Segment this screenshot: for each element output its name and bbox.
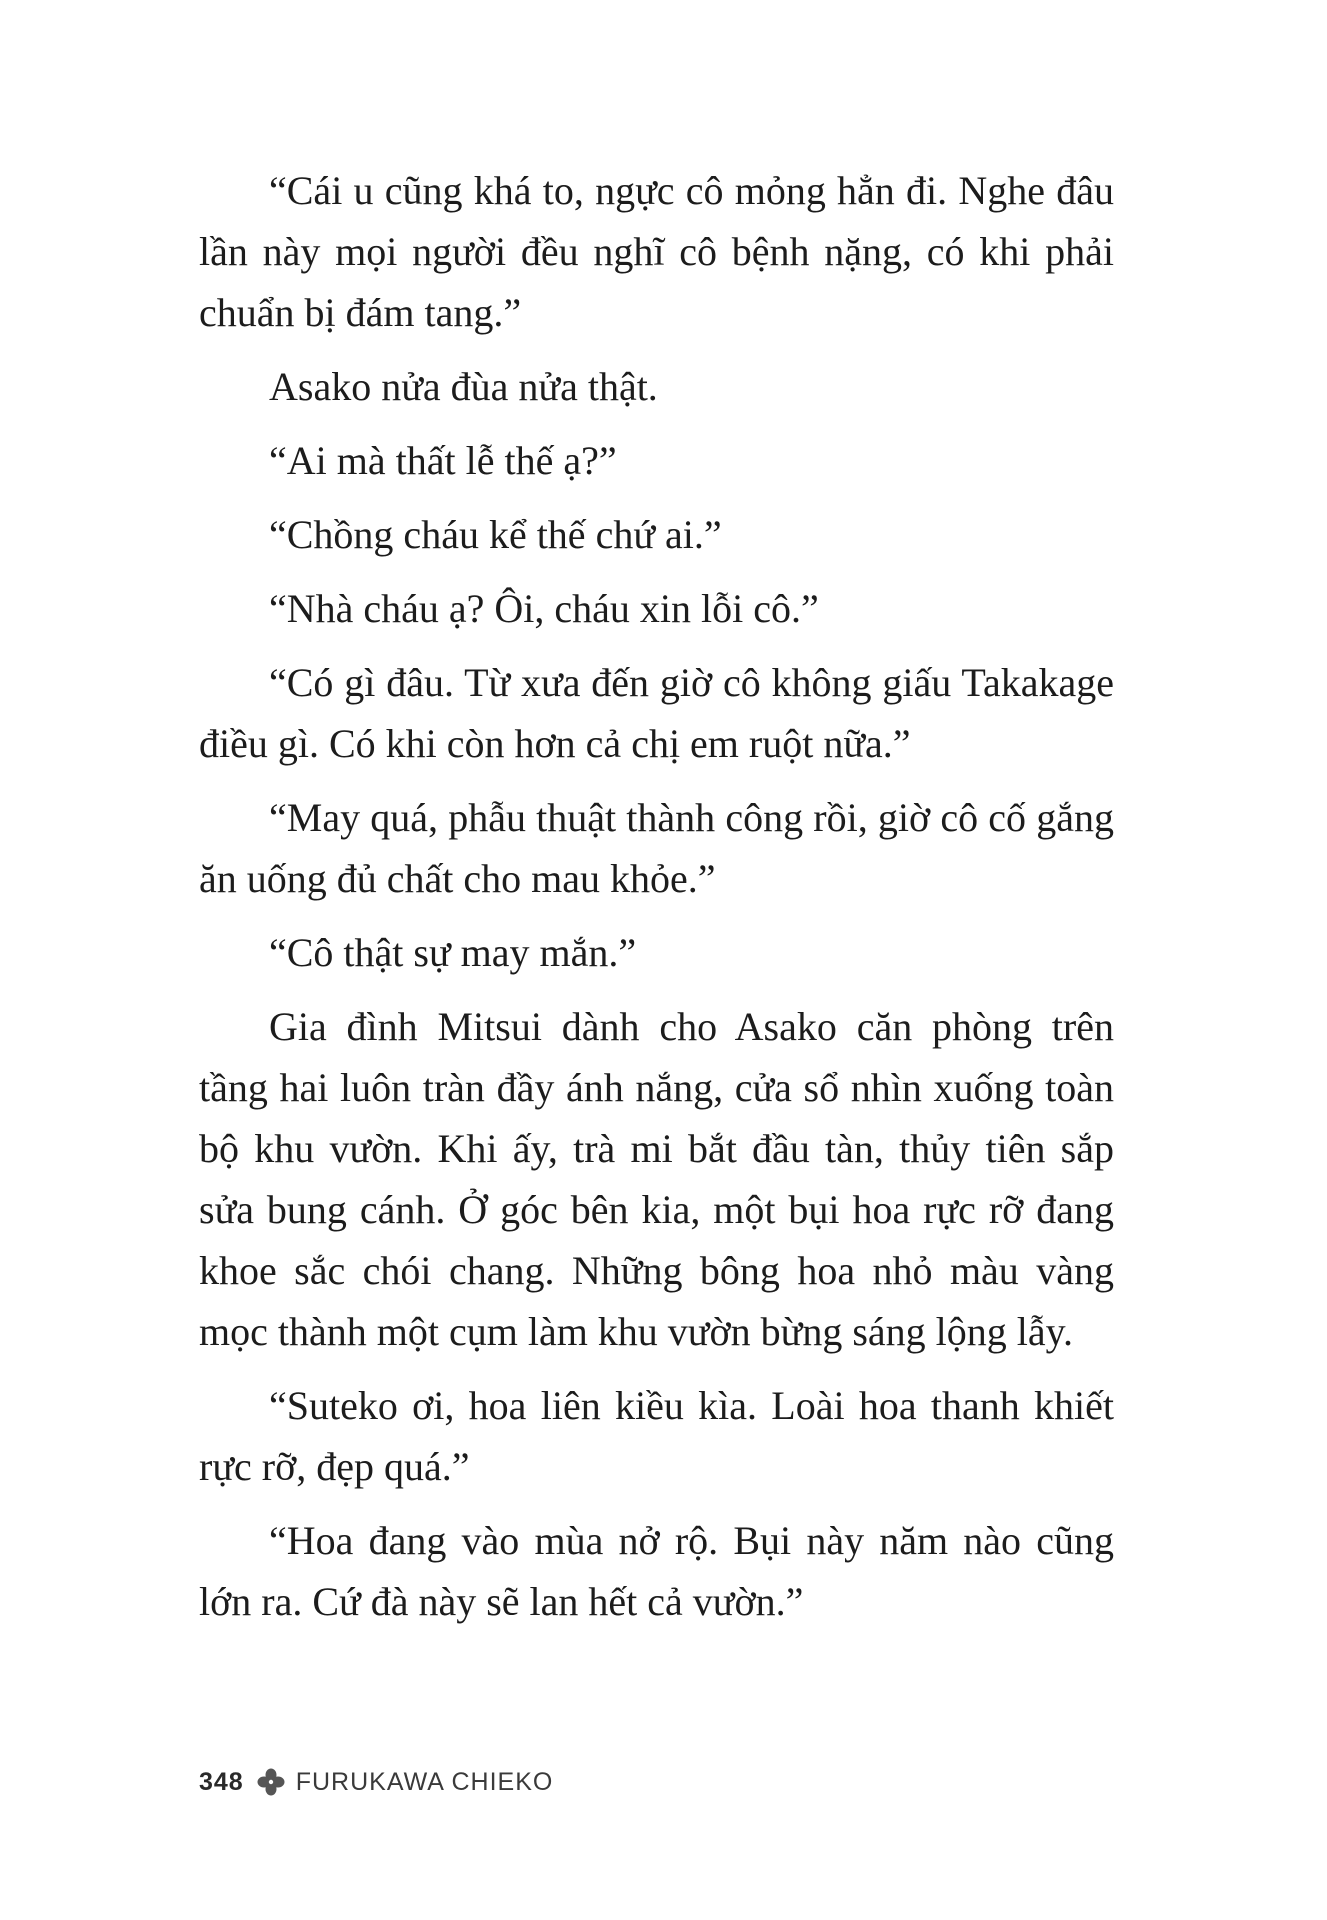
page-footer [199,1762,553,1802]
page-number: 348 [199,1767,244,1796]
paragraph: “Ai mà thất lễ thế ạ?” [269,438,617,483]
paragraph: “Hoa đang vào mùa nở rộ. Bụi này năm nào cũng lớn ra. Cứ đà này sẽ lan hết cả vườn.” [199,1518,1114,1624]
paragraph: Asako nửa đùa nửa thật. [269,364,658,409]
paragraph: “Chồng cháu kể thế chứ ai.” [269,512,722,557]
paragraph: “May quá, phẫu thuật thành công rồi, giờ cô cố gắng ăn uống đủ chất cho mau khỏe.” [199,795,1114,901]
paragraph: “Suteko ơi, hoa liên kiều kìa. Loài hoa thanh khiết rực rỡ, đẹp quá.” [199,1383,1114,1489]
paragraph: “Cái u cũng khá to, ngực cô mỏng hẳn đi. Nghe đâu lần này mọi người đều nghĩ cô bệnh nặng, có khi phải chuẩn bị đám tang.” [199,168,1114,335]
paragraph: “Cô thật sự may mắn.” [269,930,637,975]
clover-icon [256,1767,286,1797]
paragraph: “Nhà cháu ạ? Ôi, cháu xin lỗi cô.” [269,586,819,631]
paragraph: Gia đình Mitsui dành cho Asako căn phòng trên tầng hai luôn tràn đầy ánh nắng, cửa sổ nhìn xuống toàn bộ khu vườn. Khi ấy, trà mi bắt đầu tàn, thủy tiên sắp sửa bung cánh. Ở góc bên kia, một bụi hoa rực rỡ đang khoe sắc chói chang. Những bông hoa nhỏ màu vàng mọc thành một cụm làm khu vườn bừng sáng lộng lẫy. [199,1004,1114,1354]
body-text [199,160,1114,1645]
paragraph: “Có gì đâu. Từ xưa đến giờ cô không giấu Takakage điều gì. Có khi còn hơn cả chị em ruột nữa.” [199,660,1114,766]
author-name: FURUKAWA CHIEKO [295,1767,554,1796]
